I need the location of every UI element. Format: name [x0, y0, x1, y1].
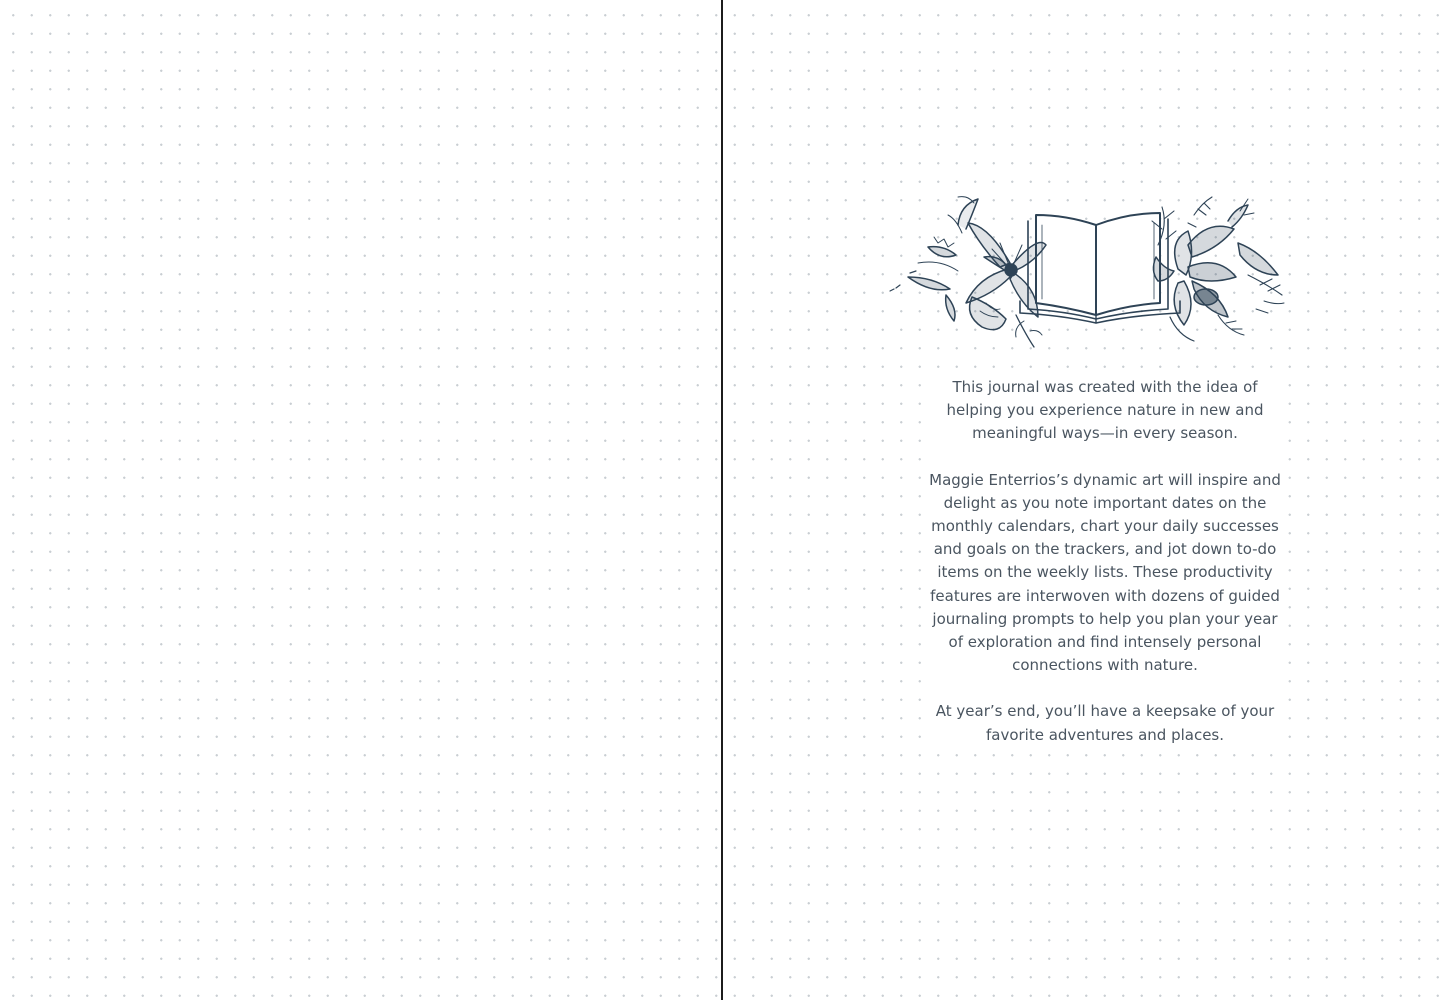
intro-text-block — [923, 376, 1287, 747]
left-page-dot-grid — [0, 0, 721, 1000]
open-book-with-botanicals-icon — [888, 185, 1288, 350]
intro-paragraph: This journal was created with the idea of helping you experience nature in new and meaningful ways—in every season. — [946, 378, 1264, 443]
art-description-paragraph: Maggie Enterrios’s dynamic art will inspire and delight as you note important dates on the monthly calendars, chart your daily successes and goals on the trackers, and jot down to-do items on the weekly lists. These productivity features are interwoven with dozens of guided journaling prompts to help you plan your year of exploration and find intensely personal connections with nature. — [929, 470, 1281, 675]
right-page — [723, 0, 1445, 1000]
keepsake-paragraph: At year’s end, you’ll have a keepsake of your favorite adventures and places. — [935, 702, 1275, 744]
